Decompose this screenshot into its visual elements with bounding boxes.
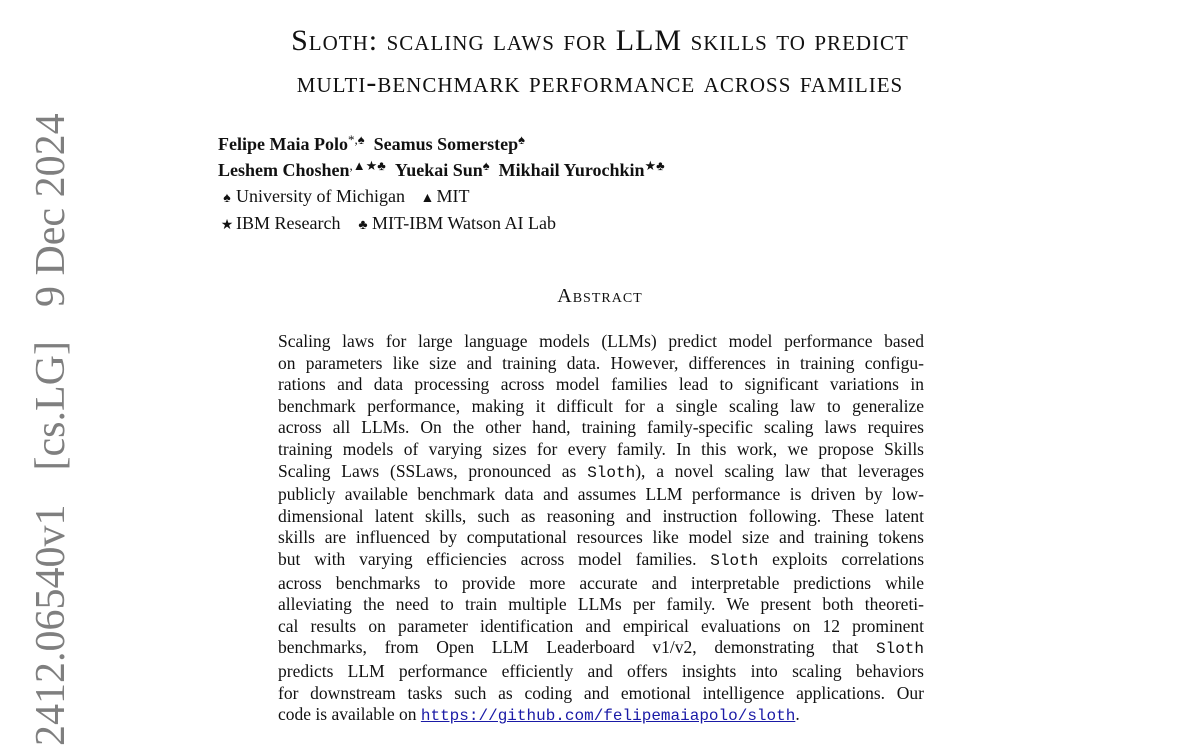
affiliation-name: MIT-IBM Watson AI Lab (371, 213, 557, 233)
code-link[interactable]: https://github.com/felipemaiapolo/sloth (420, 707, 796, 726)
method-name: Sloth (876, 640, 925, 659)
abstract-line: for downstream tasks such as coding and emotional intelligence applications. Our (278, 682, 924, 703)
abstract-line: across all LLMs. On the other hand, training family-specific scaling laws requires (278, 417, 924, 438)
author-name: Yuekai Sun (394, 160, 483, 180)
triangle-icon: ▲ (420, 191, 435, 206)
abstract-line (278, 549, 924, 573)
abstract-text: benchmarks, from Open LLM Leaderboard v1/v2, demonstrating that (278, 637, 859, 658)
author-marks: ★♣ (644, 158, 665, 173)
abstract-line: across benchmarks to provide more accurate and interpretable predictions while (278, 572, 924, 593)
arxiv-id: 2412.06540v1 (28, 504, 74, 746)
title-line-1: Sloth: scaling laws for LLM skills to predict (291, 24, 909, 57)
method-name: Sloth (710, 551, 759, 570)
arxiv-category: [cs.LG] (28, 341, 74, 471)
abstract-line: on parameters like size and training data. However, differences in training configu- (278, 352, 924, 373)
author-block (218, 132, 665, 238)
abstract-heading: Abstract (557, 285, 643, 307)
abstract-text: but with varying efficiencies across model families. (278, 548, 697, 569)
star-icon: ★ (220, 218, 234, 233)
spade-icon: ♠ (223, 191, 231, 206)
author-name: Felipe Maia Polo (218, 134, 348, 154)
affiliation-name: MIT (436, 186, 470, 206)
author-marks: ♠ (518, 132, 526, 147)
affiliation-row-1 (218, 184, 665, 211)
arxiv-stamp (30, 113, 72, 746)
abstract-text: Scaling Laws (SSLaws, pronounced as (278, 460, 577, 481)
affiliation-row-2 (218, 211, 665, 238)
abstract-line: training models of varying sizes for every family. In this work, we propose Skills (278, 438, 924, 459)
author-marks: ,▲★♣ (349, 158, 386, 173)
method-name: Sloth (587, 463, 636, 482)
abstract-line (278, 637, 924, 661)
paper-title (170, 20, 1030, 104)
author-name: Mikhail Yurochkin (498, 160, 645, 180)
abstract-line: rations and data processing across model families lead to significant variations in (278, 374, 924, 395)
abstract-line (278, 704, 924, 728)
abstract-line: Scaling laws for large language models (LLMs) predict model performance based (278, 331, 924, 351)
abstract-line (278, 461, 924, 485)
author-marks: *,♠ (347, 132, 365, 147)
abstract-text: code is available on (278, 704, 417, 725)
author-row-2 (218, 158, 665, 184)
arxiv-date: 9 Dec 2024 (28, 113, 74, 308)
abstract-body (278, 331, 924, 728)
abstract-line: cal results on parameter identification and empirical evaluations on 12 prominent (278, 615, 924, 636)
author-name: Leshem Choshen (218, 160, 350, 180)
abstract-line: dimensional latent skills, such as reasoning and instruction following. These latent (278, 505, 924, 526)
abstract-text: exploits correlations (772, 548, 925, 569)
affiliation-name: University of Michigan (236, 186, 405, 206)
abstract-text: . (795, 704, 800, 725)
title-line-2: multi-benchmark performance across families (296, 66, 904, 99)
author-name: Seamus Somerstep (373, 134, 519, 154)
abstract-line: benchmark performance, making it difficult for a single scaling law to generalize (278, 395, 924, 416)
abstract-text: ), a novel scaling law that leverages (635, 460, 925, 481)
author-marks: ♠ (482, 158, 490, 173)
club-icon: ♣ (358, 218, 368, 233)
abstract-line: alleviating the need to train multiple LLMs per family. We present both theoreti- (278, 594, 924, 615)
affiliation-name: IBM Research (236, 213, 341, 233)
author-row-1 (218, 132, 665, 158)
abstract-line: publicly available benchmark data and assumes LLM performance is driven by low- (278, 484, 924, 505)
abstract-line: skills are influenced by computational resources like model size and training tokens (278, 527, 924, 548)
abstract-line: predicts LLM performance efficiently and offers insights into scaling behaviors (278, 660, 924, 681)
